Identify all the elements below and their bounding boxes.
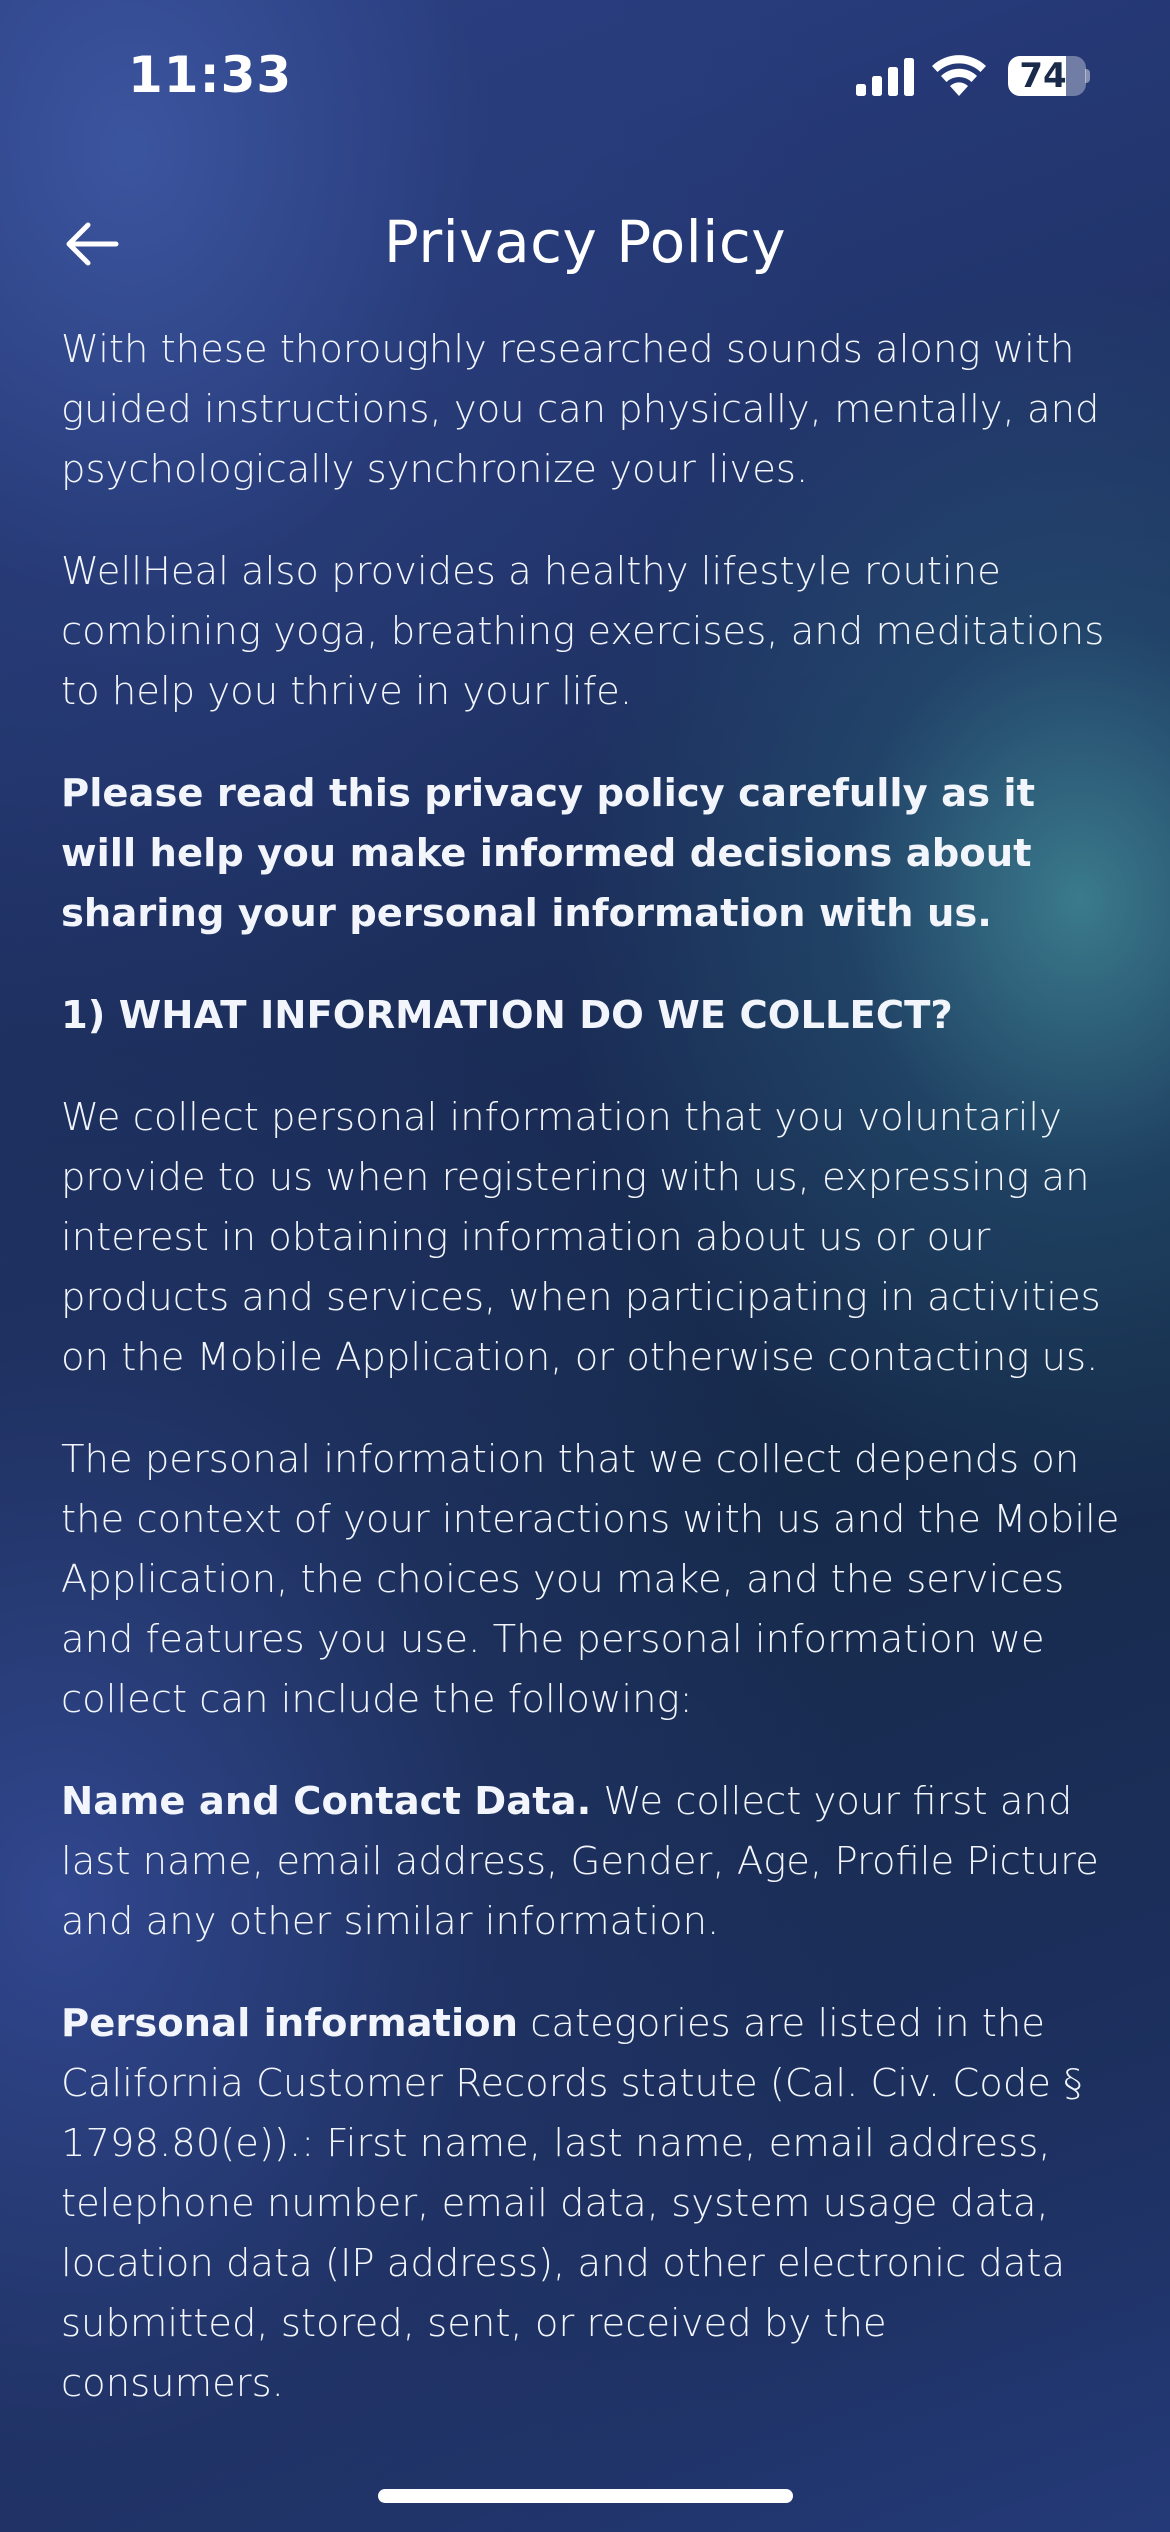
battery-tip xyxy=(1085,69,1090,83)
battery-icon xyxy=(1008,56,1090,96)
status-bar xyxy=(0,0,1170,150)
paragraph-body: categories are listed in the California Customer Records statute (Cal. Civ. Code § 1798.80(e)).: First name, last name, email address, telephone number, email data, system usage data, location data (IP address), and other electronic data submitted, stored, sent, or received by the consumers. xyxy=(61,2001,1083,2406)
navigation-header xyxy=(0,190,1170,300)
policy-paragraph: WellHeal also provides a healthy lifestyle routine combining yoga, breathing exercises, and meditations to help you thrive in your life. xyxy=(61,549,1105,714)
section-heading: 1) WHAT INFORMATION DO WE COLLECT? xyxy=(61,993,953,1038)
policy-notice: Please read this privacy policy carefully as it will help you make informed decisions about sharing your personal information with us. xyxy=(61,771,1036,936)
paragraph-body: We collect your first and last name, email address, Gender, Age, Profile Picture and any other similar information. xyxy=(61,1779,1099,1944)
paragraph-lead: Name and Contact Data. xyxy=(61,1779,592,1824)
cellular-signal-icon xyxy=(856,58,914,96)
policy-paragraph xyxy=(61,1772,1121,1952)
paragraph-lead: Personal information xyxy=(61,2001,519,2046)
home-indicator[interactable] xyxy=(378,2489,793,2503)
page-title: Privacy Policy xyxy=(383,208,787,276)
wifi-icon xyxy=(932,54,986,96)
policy-paragraph: With these thoroughly researched sounds along with guided instructions, you can physically, mentally, and psychologically synchronize your lives. xyxy=(61,327,1100,492)
status-time: 11:33 xyxy=(128,46,293,104)
policy-paragraph: The personal information that we collect depends on the context of your interactions with us and the Mobile Application, the choices you make, and the services and features you use. The personal information we collect can include the following: xyxy=(61,1437,1120,1722)
battery-body xyxy=(1008,56,1086,96)
policy-paragraph: We collect personal information that you voluntarily provide to us when registering with us, expressing an interest in obtaining information about us or our products and services, when participating in activities on the Mobile Application, or otherwise contacting us. xyxy=(61,1095,1101,1380)
privacy-policy-content[interactable] xyxy=(61,320,1121,2490)
battery-level: 74 xyxy=(1019,56,1067,96)
policy-paragraph xyxy=(61,1994,1121,2414)
